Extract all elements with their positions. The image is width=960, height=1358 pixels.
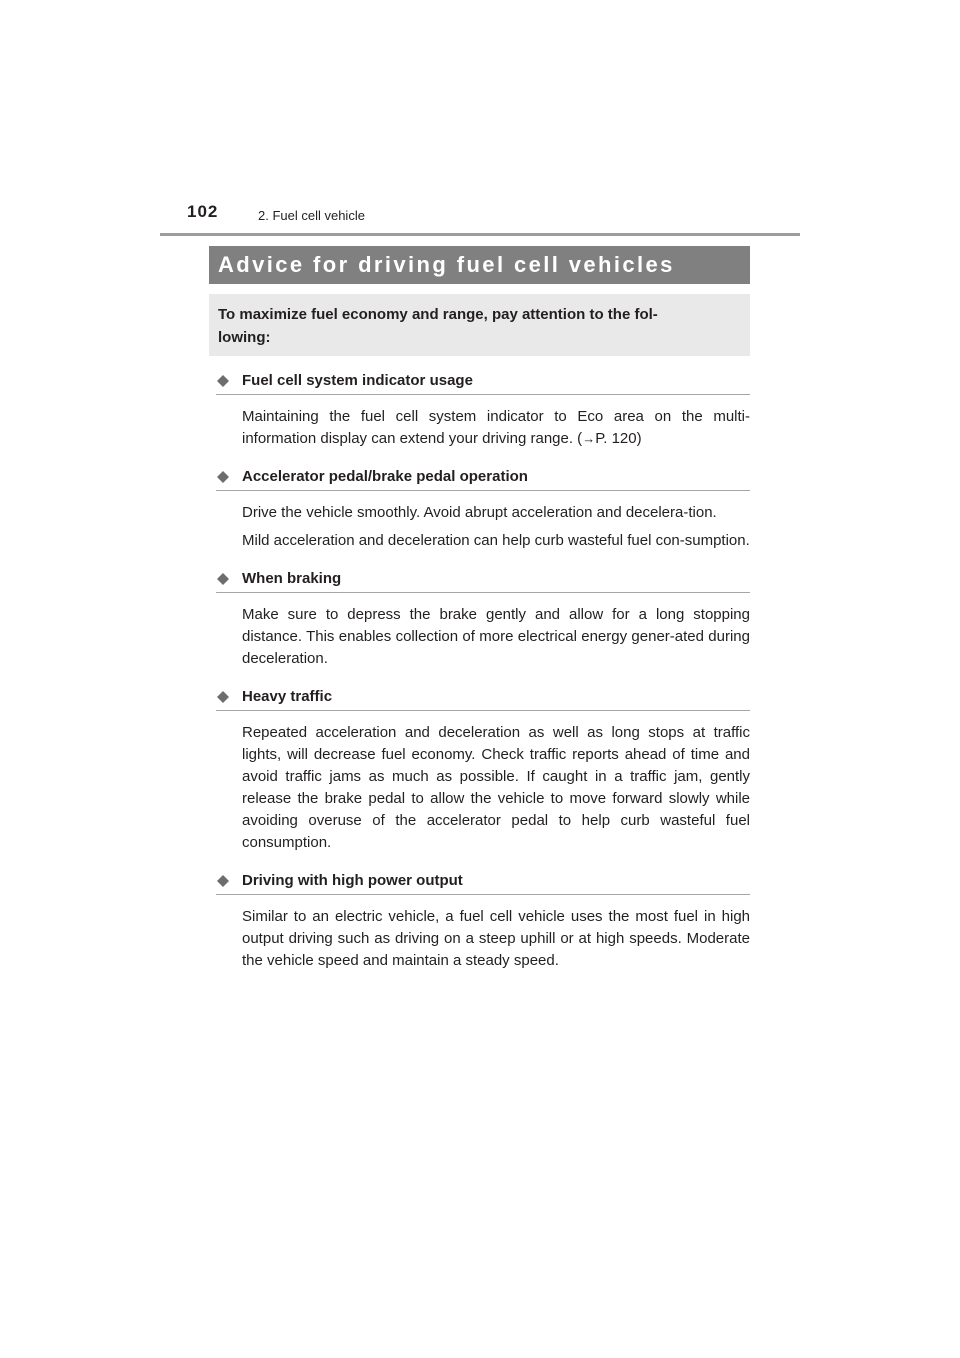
section-heading xyxy=(216,464,750,491)
diamond-bullet-icon xyxy=(217,691,229,703)
section-heading xyxy=(216,684,750,711)
section-label: 2. Fuel cell vehicle xyxy=(258,208,365,223)
section-when-braking xyxy=(216,566,750,670)
section-heading-text: Heavy traffic xyxy=(242,688,333,705)
paragraph xyxy=(242,406,750,450)
paragraph: Repeated acceleration and deceleration as well as long stops at traffic lights, will decrease fuel economy. Check traffic reports ahead of time and avoid traffic jams as much as possible. If caught in a traffic jam, gently release the brake pedal to allow the vehicle to move forward slowly while avoiding overuse of the accelerator pedal to help curb wasteful fuel consumption. xyxy=(242,724,750,851)
diamond-bullet-icon xyxy=(217,471,229,483)
paragraph: Drive the vehicle smoothly. Avoid abrupt acceleration and decelera-tion. xyxy=(242,504,717,521)
section-heavy-traffic xyxy=(216,684,750,854)
page-title: Advice for driving fuel cell vehicles xyxy=(209,246,750,284)
section-heading-text: Fuel cell system indicator usage xyxy=(242,372,473,389)
section-heading xyxy=(216,868,750,895)
section-heading-text: When braking xyxy=(242,570,342,587)
section-high-power-output xyxy=(216,868,750,972)
section-fuel-cell-indicator xyxy=(216,368,750,450)
section-heading xyxy=(216,368,750,395)
page-header xyxy=(0,0,960,240)
diamond-bullet-icon xyxy=(217,875,229,887)
intro-box xyxy=(209,294,750,356)
section-heading-text: Driving with high power output xyxy=(242,872,463,889)
section-heading-text: Accelerator pedal/brake pedal operation xyxy=(242,468,528,485)
diamond-bullet-icon xyxy=(217,573,229,585)
header-rule xyxy=(160,233,800,236)
paragraph: Mild acceleration and deceleration can help curb wasteful fuel con-sumption. xyxy=(242,532,750,549)
page-number: 102 xyxy=(187,202,219,221)
intro-line-1: To maximize fuel economy and range, pay attention to the fol- xyxy=(218,306,658,323)
paragraph: Similar to an electric vehicle, a fuel cell vehicle uses the most fuel in high output driving such as driving on a steep uphill or at high speeds. Moderate the vehicle speed and maintain a steady speed. xyxy=(242,908,750,969)
diamond-bullet-icon xyxy=(217,375,229,387)
page-reference-link[interactable]: P. 120) xyxy=(595,430,642,447)
paragraph: Make sure to depress the brake gently and allow for a long stopping distance. This enables collection of more electrical energy gener-ated during deceleration. xyxy=(242,606,750,667)
section-pedal-operation xyxy=(216,464,750,552)
paragraph-text: Maintaining the fuel cell system indicator to Eco area on the multi-information display can extend your driving range. ( xyxy=(242,408,750,447)
arrow-right-icon: → xyxy=(582,431,596,446)
intro-line-2: lowing: xyxy=(218,329,271,346)
section-heading xyxy=(216,566,750,593)
content xyxy=(216,368,750,986)
